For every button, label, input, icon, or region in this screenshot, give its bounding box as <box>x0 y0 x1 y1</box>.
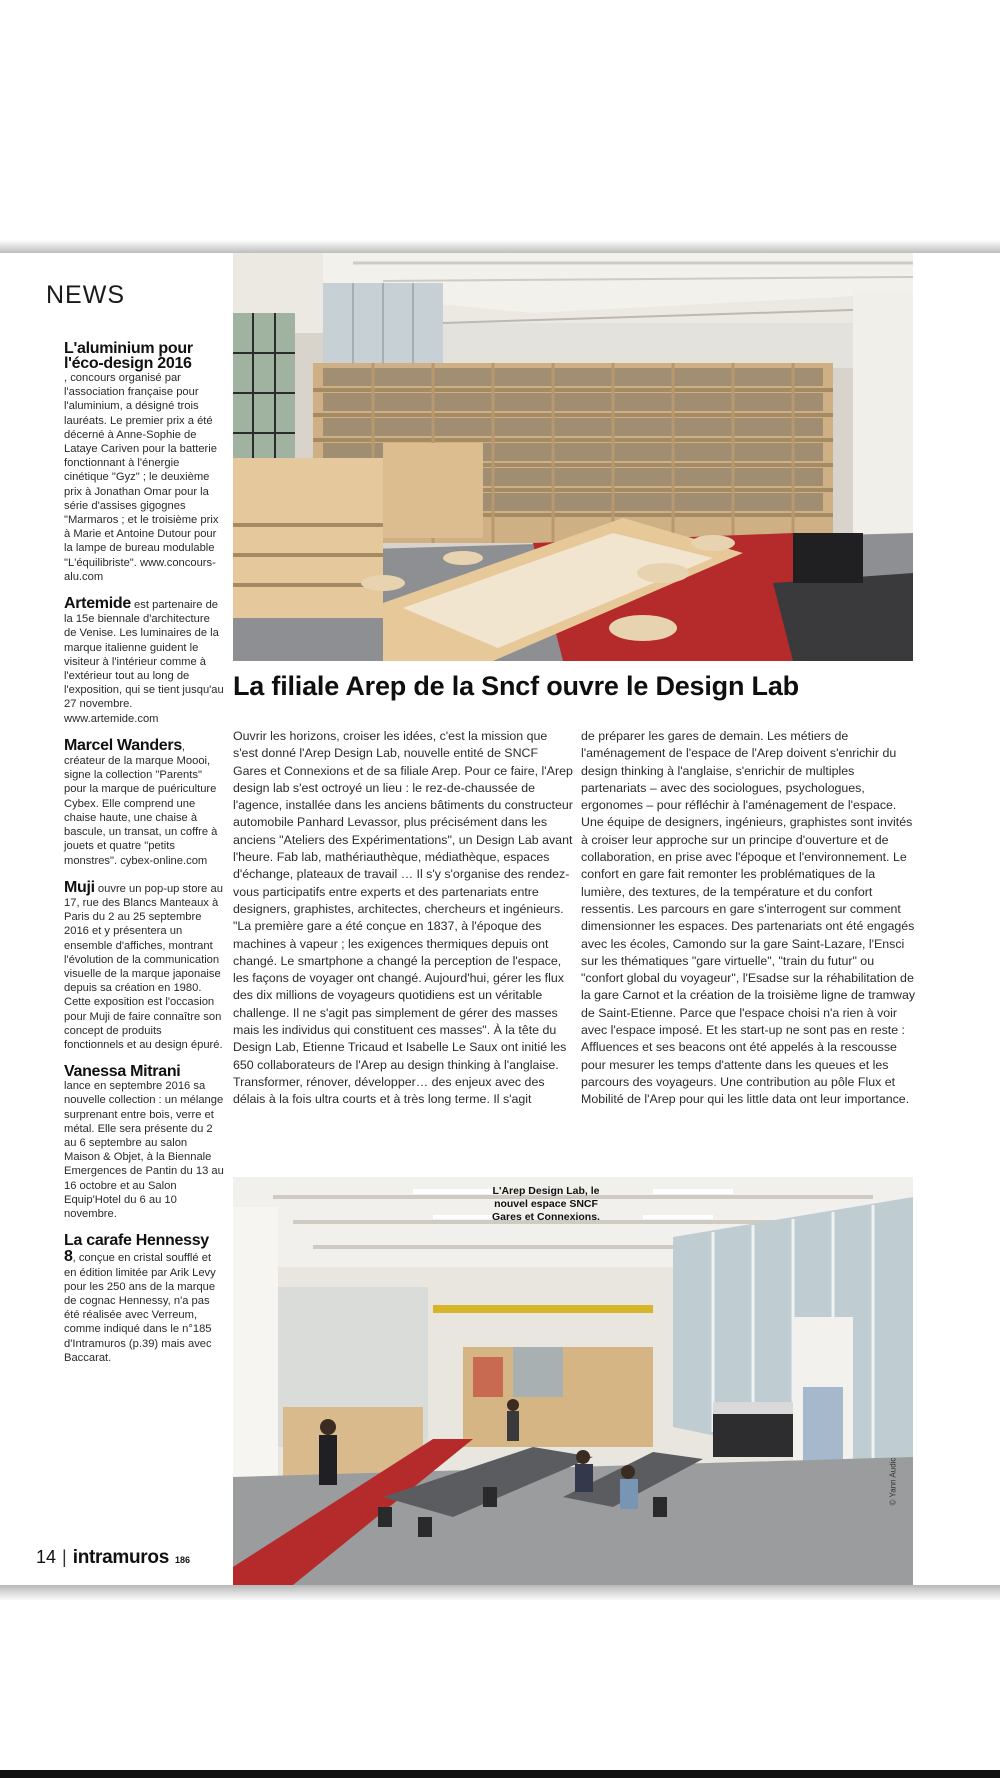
article-column-1: Ouvrir les horizons, croiser les idées, c'est la mission que s'est donné l'Arep Design Lab, nouvelle entité de SNCF Gares et Connexions et de sa filiale Arep. Pour ce faire, l'Arep design lab s'est octroyé un lieu : le rez-de-chaussée de l'agence, installée dans les anciens bâtiments du constructeur automobile Panhard Levassor, plus précisément dans les anciens "Ateliers des Expérimentations", un Design Lab avant l'heure. Fab lab, mathériauthèque, médiathèque, espaces d'échange, plateaux de travail … Il s'y s'organise des rendez-vous participatifs entre experts et des partenariats entre designers, graphistes, architectes, chercheurs et ingénieurs. "La première gare a été conçue en 1837, à l'époque des machines à vapeur ; les exigences thermiques depuis ont changé. Le smartphone a changé la perception de l'espace, les façons de voyager ont changé. Aujourd'hui, gérer les flux des dix millions de voyageurs quotidiens est un véritable challenge. Il ne s'agit pas simplement de gérer des masses mais les individus qui constituent ces masses". À la tête du Design Lab, Etienne Tricaud et Isabelle Le Saux ont initié les 650 collaborateurs de l'Arep au design thinking à l'anglaise. Transformer, rénover, développer… des enjeux avec des délais à la fois ultra courts et à très long terme. Il s'agit <box>233 729 573 1107</box>
news-item <box>64 738 224 868</box>
news-item-body: , créateur de la marque Moooi, signe la collection "Parents" pour la marque de puériculture Cybex. Elle comprend une chaise haute, une chaise à bascule, un transat, un coffre à jouets et quatre "petits monstres". cybex-online.com <box>64 740 218 867</box>
news-item <box>64 341 224 584</box>
issue-number: 186 <box>174 1555 190 1565</box>
bottom-bar <box>0 1770 1000 1778</box>
top-blank-area <box>0 0 1000 248</box>
photo-credit: © Yann Audic <box>888 1457 898 1506</box>
news-item-body: , concours organisé par l'association française pour l'aluminium, a désigné trois lauréats. Le premier prix a été décerné à Anne-Sophie de Lataye Cariven pour la batterie fonctionnant à l'énergie cinétique "Gyz" ; le deuxième prix à Jonathan Omar pour la série d'assises gigognes "Marmaros ; et le troisième prix à Marie et Antoine Dutour pour la lampe de bureau modulable "L'équilibriste". www.concours-alu.com <box>64 372 219 583</box>
photo-caption: L'Arep Design Lab, le nouvel espace SNCF Gares et Connexions. <box>492 1185 600 1223</box>
news-item-head: Vanessa Mitrani <box>64 1063 181 1081</box>
article-headline: La filiale Arep de la Sncf ouvre le Design Lab <box>233 671 799 701</box>
design-lab-illustration <box>233 1177 913 1585</box>
news-item-head: Artemide <box>64 595 131 613</box>
article-column-2: de préparer les gares de demain. Les métiers de l'aménagement de l'espace de l'Arep doivent s'enrichir du design thinking à l'anglaise, s'enrichir de multiples partenariats – avec des sociologues, psychologues, ergonomes – pour réfléchir à l'aménagement de l'espace. Une équipe de designers, ingénieurs, graphistes sont invités à croiser leur approche sur un principe d'ouverture et de collaboration, en prise avec l'époque et l'environnement. Le confort en gare fait remonter les problématiques de la lumière, des textures, de la température et du confort ressentis. Les parcours en gare s'interrogent sur comment dimensionner les espaces. Des partenariats ont été engagés avec les écoles, Camondo sur la gare Saint-Lazare, l'Ensci sur les thématiques "gare virtuelle", "train du futur" ou "confort global du voyageur", l'Esadse sur la réhabilitation de la gare Carnot et la création de la troisième ligne de tramway de Saint-Etienne. Parce que l'espace choisi n'a rien à voir avec l'espace imposé. Et les start-up ne sont pas en reste : Affluences et ses beacons ont été appelés à la rescousse pour mesurer les temps d'attente dans les queues et les parcours des voyageurs. Une contribution au pôle Flux et Mobilité de l'Arep pour qui les little data ont leur importance. <box>581 729 916 1107</box>
news-item-body: lance en septembre 2016 sa nouvelle collection : un mélange surprenant entre bois, verre et métal. Elle sera présente du 2 au 6 septembre au salon Maison & Objet, à la Biennale Emergences de Pantin du 13 au 16 octobre et au Salon Equip'Hotel du 6 au 10 novembre. <box>64 1080 224 1220</box>
news-item <box>64 596 224 726</box>
page-footer <box>36 1547 190 1569</box>
footer-separator: | <box>62 1547 67 1567</box>
magazine-page <box>0 253 1000 1585</box>
library-photo <box>233 253 913 661</box>
news-item-head: Muji <box>64 878 95 896</box>
magazine-brand: intramuros <box>72 1547 169 1568</box>
page-shadow-top <box>0 240 1000 254</box>
section-title: NEWS <box>46 281 125 309</box>
news-item <box>64 1064 224 1221</box>
library-illustration <box>233 253 913 661</box>
news-item-head: La carafe Hennessy 8 <box>64 1232 209 1266</box>
news-item-body: , conçue en cristal soufflé et en édition limitée par Arik Levy pour les 250 ans de la marque de cognac Hennessy, n'a pas été réalisée avec Verreum, comme indiqué dans le n°185 d'Intramuros (p.39) mais avec Baccarat. <box>64 1252 216 1364</box>
page-shadow-bottom <box>0 1585 1000 1601</box>
news-item <box>64 1233 224 1365</box>
news-item <box>64 880 224 1052</box>
news-item-head: L'aluminium pour l'éco-design 2016 <box>64 340 193 372</box>
design-lab-photo <box>233 1177 913 1585</box>
news-item-body: ouvre un pop-up store au 17, rue des Blancs Manteaux à Paris du 2 au 25 septembre 2016 et y présentera un ensemble d'affiches, montrant l'évolution de la communication visuelle de la marque japonaise depuis sa création en 1980. Cette exposition est l'occasion pour Muji de faire connaître son concept de produits fonctionnels et au design épuré. <box>64 882 223 1051</box>
news-item-body: est partenaire de la 15e biennale d'architecture de Venise. Les luminaires de la marque italienne guident le visiteur à l'intérieur comme à l'extérieur tout au long de l'exposition, qui se tient jusqu'au 27 novembre. www.artemide.com <box>64 599 224 725</box>
news-item-head: Marcel Wanders <box>64 736 182 754</box>
page-number: 14 <box>36 1547 57 1567</box>
news-sidebar <box>64 341 224 1377</box>
